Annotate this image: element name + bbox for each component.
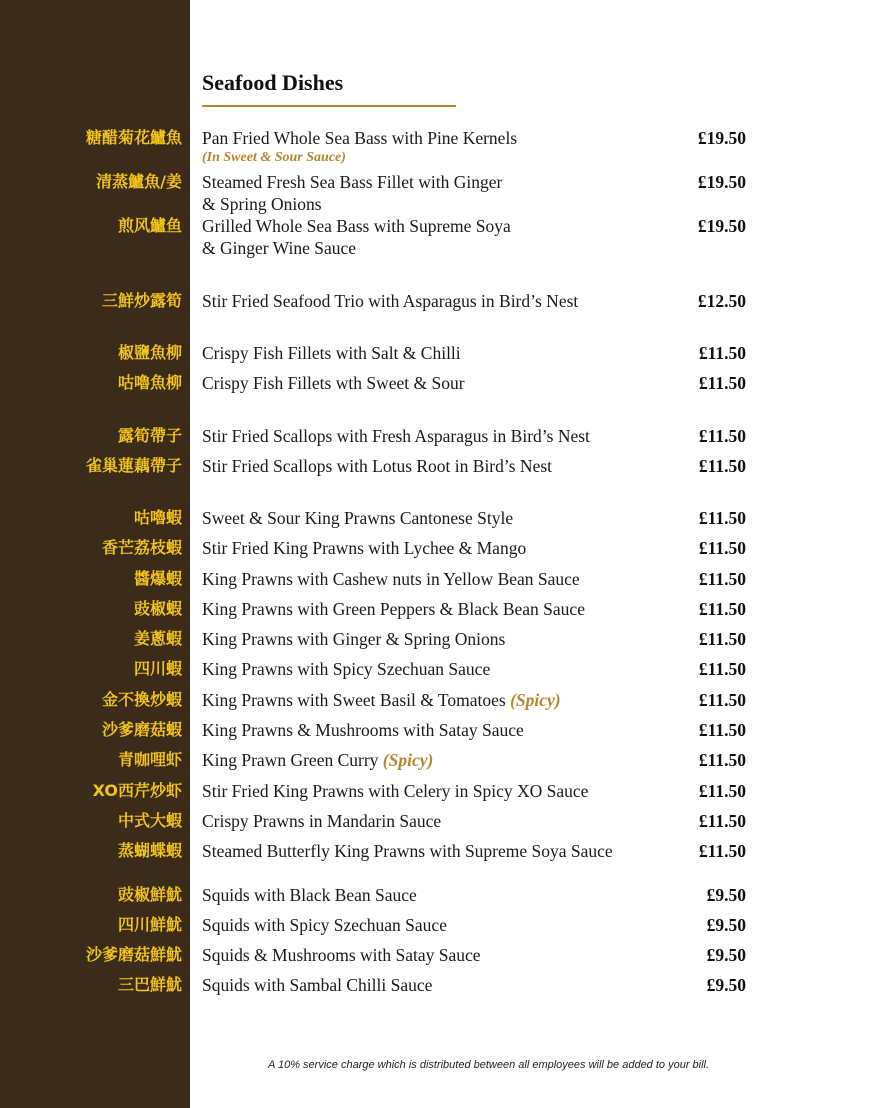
item-chinese-name: 金不換炒蝦: [101, 690, 182, 709]
item-price: £11.50: [698, 456, 746, 476]
item-name: Pan Fried Whole Sea Bass with Pine Kernels: [202, 128, 518, 148]
item-chinese-name: 四川鮮魷: [117, 915, 182, 934]
item-name: Stir Fried King Prawns with Celery in Spicy XO Sauce: [202, 781, 589, 801]
item-chinese-name: XO西芹炒虾: [92, 781, 182, 800]
item-chinese-name: 青咖哩虾: [117, 750, 182, 769]
item-chinese-name: 香芒荔枝蝦: [101, 538, 182, 557]
item-chinese-name: 醬爆蝦: [133, 569, 182, 588]
item-price: £11.50: [698, 781, 746, 801]
item-chinese-name: 三鮮炒露筍: [101, 291, 182, 310]
item-name: King Prawns with Ginger & Spring Onions: [202, 629, 506, 649]
item-chinese-name: 中式大蝦: [117, 811, 182, 830]
item-name: Grilled Whole Sea Bass with Supreme Soya: [202, 216, 511, 236]
item-name: Sweet & Sour King Prawns Cantonese Style: [202, 508, 514, 528]
item-chinese-name: 豉椒鮮魷: [117, 885, 182, 904]
item-name-continued: & Spring Onions: [202, 194, 322, 214]
item-name: Steamed Fresh Sea Bass Fillet with Ginger: [202, 172, 503, 192]
item-name: Steamed Butterfly King Prawns with Supreme Soya Sauce: [202, 841, 613, 861]
item-price: £11.50: [698, 373, 746, 393]
item-chinese-name: 露筍帶子: [117, 426, 182, 445]
item-name: Crispy Fish Fillets wth Sweet & Sour: [202, 373, 465, 393]
item-chinese-name: 糖醋菊花鱸魚: [85, 128, 182, 147]
item-price: £12.50: [697, 291, 746, 311]
item-name: King Prawns with Green Peppers & Black Bean Sauce: [202, 599, 585, 619]
item-name: Stir Fried King Prawns with Lychee & Mango: [202, 538, 527, 558]
section-title: Seafood Dishes: [202, 70, 344, 95]
item-chinese-name: 沙爹磨菇蝦: [101, 720, 182, 739]
item-chinese-name: 煎风鱸鱼: [117, 216, 182, 235]
item-name: Squids & Mushrooms with Satay Sauce: [202, 945, 481, 965]
item-name: Squids with Spicy Szechuan Sauce: [202, 915, 447, 935]
item-chinese-name: 四川蝦: [133, 659, 182, 678]
item-chinese-name: 咕嚕魚柳: [117, 373, 182, 392]
item-chinese-name: 咕嚕蝦: [133, 508, 182, 527]
item-chinese-name: 三巴鮮魷: [117, 975, 182, 994]
item-price: £11.50: [698, 343, 746, 363]
item-price: £19.50: [697, 216, 746, 236]
item-name: Stir Fried Scallops with Lotus Root in Bird’s Nest: [202, 456, 553, 476]
item-name: Crispy Fish Fillets with Salt & Chilli: [202, 343, 461, 363]
item-chinese-name: 蒸蝴蝶蝦: [117, 841, 182, 860]
spicy-tag: (Spicy): [510, 690, 561, 710]
item-price: £9.50: [706, 975, 746, 995]
service-charge-note: A 10% service charge which is distributed between all employees will be added to your bill.: [268, 1059, 710, 1071]
item-price: £11.50: [698, 659, 746, 679]
item-name: Squids with Black Bean Sauce: [202, 885, 417, 905]
item-chinese-name: 姜蔥蝦: [133, 629, 182, 648]
item-price: £11.50: [698, 750, 746, 770]
item-price: £11.50: [698, 426, 746, 446]
item-price: £9.50: [706, 915, 746, 935]
item-name: King Prawns with Sweet Basil & Tomatoes: [202, 690, 506, 710]
item-chinese-name: 清蒸鱸魚/姜: [96, 172, 182, 191]
item-name: King Prawns with Spicy Szechuan Sauce: [202, 659, 491, 679]
item-price: £11.50: [698, 690, 746, 710]
item-chinese-name: 椒鹽魚柳: [117, 343, 182, 362]
item-name: Squids with Sambal Chilli Sauce: [202, 975, 433, 995]
title-underline: [202, 105, 456, 107]
item-price: £11.50: [698, 569, 746, 589]
item-name: King Prawns & Mushrooms with Satay Sauce: [202, 720, 524, 740]
item-name: Crispy Prawns in Mandarin Sauce: [202, 811, 442, 831]
item-price: £19.50: [697, 172, 746, 192]
item-name: King Prawn Green Curry: [202, 750, 379, 770]
item-chinese-name: 豉椒蝦: [133, 599, 182, 618]
item-price: £11.50: [698, 811, 746, 831]
item-price: £9.50: [706, 945, 746, 965]
item-price: £19.50: [697, 128, 746, 148]
item-name: King Prawns with Cashew nuts in Yellow Bean Sauce: [202, 569, 580, 589]
item-price: £11.50: [698, 629, 746, 649]
item-price: £11.50: [698, 599, 746, 619]
item-price: £11.50: [698, 538, 746, 558]
item-name-wrapper: [202, 689, 561, 711]
item-chinese-name: 沙爹磨菇鮮魷: [85, 945, 182, 964]
item-name-continued: & Ginger Wine Sauce: [202, 238, 356, 258]
item-price: £11.50: [698, 720, 746, 740]
item-name-wrapper: [202, 749, 433, 771]
spicy-tag: (Spicy): [382, 750, 434, 770]
item-chinese-name: 雀巢蓮藕帶子: [85, 456, 182, 475]
item-name: Stir Fried Scallops with Fresh Asparagus in Bird’s Nest: [202, 426, 590, 446]
item-price: £11.50: [698, 508, 746, 528]
item-price: £9.50: [706, 885, 746, 905]
item-price: £11.50: [698, 841, 746, 861]
item-name: Stir Fried Seafood Trio with Asparagus in Bird’s Nest: [202, 291, 579, 311]
item-subtitle: (In Sweet & Sour Sauce): [202, 150, 346, 165]
